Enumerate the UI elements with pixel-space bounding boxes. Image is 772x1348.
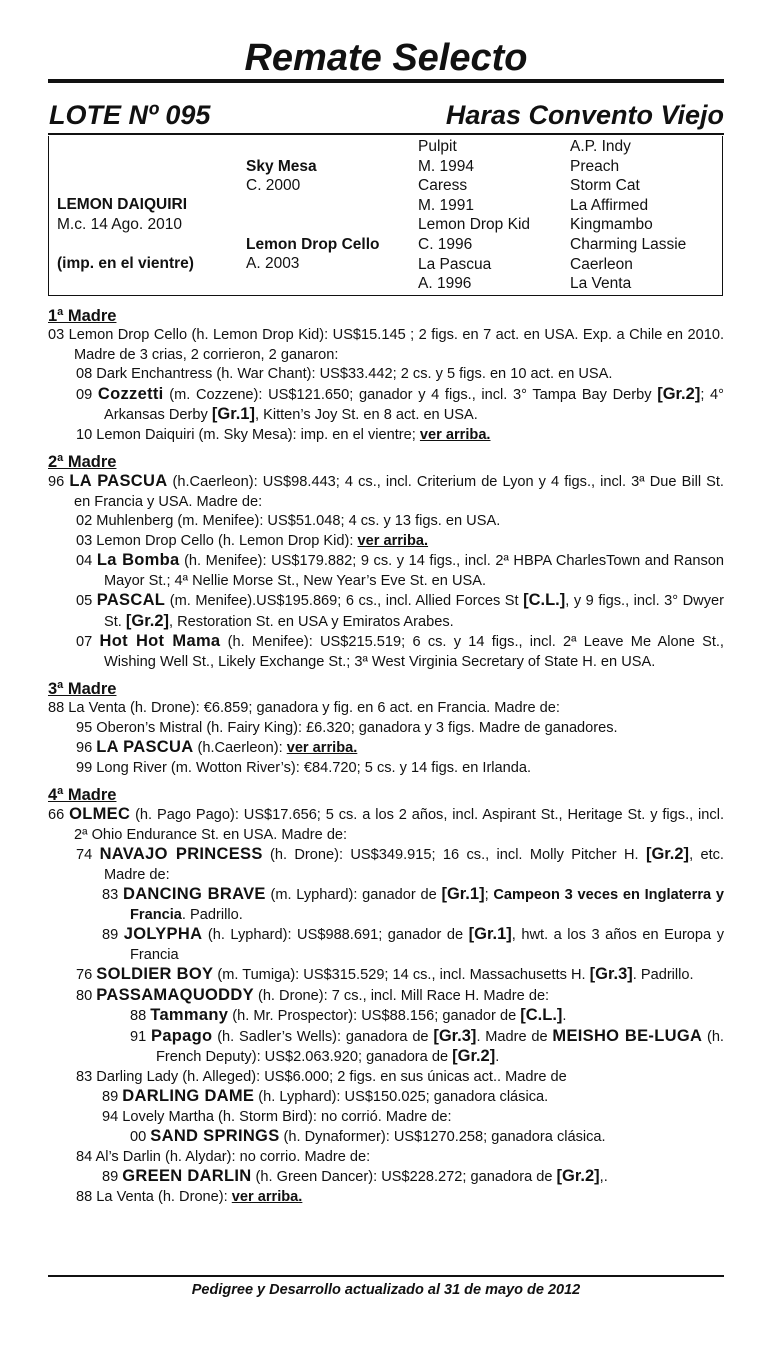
produce-entry: 94 Lovely Martha (h. Storm Bird): no corrió. Madre de:: [102, 1108, 452, 1125]
page-title: Remate Selecto: [244, 37, 528, 79]
pedigree-table: [48, 136, 723, 296]
dam-desc: A. 2003: [246, 255, 300, 273]
produce-entry: 83 DANCING BRAVE (m. Lyphard): ganador de [Gr.1]; Campeon 3 veces en Inglaterra y Francia. Padrillo.: [102, 885, 725, 923]
family-content: [48, 306, 724, 1207]
section-heading: 2ª Madre: [48, 453, 117, 471]
produce-entry: 89 JOLYPHA (h. Lyphard): US$988.691; ganador de [Gr.1], hwt. a los 3 años en Europa y Francia: [102, 925, 724, 963]
produce-entry: 05 PASCAL (m. Menifee).US$195.869; 6 cs., incl. Allied Forces St [C.L.], y 9 figs., incl. 3° Dwyer St. [Gr.2], Restoration St. en USA y Emiratos Arabes.: [76, 591, 724, 630]
produce-entry: 88 La Venta (h. Drone): ver arriba.: [76, 1188, 303, 1205]
great-grandparent: Preach: [570, 157, 620, 175]
great-grandparent: Storm Cat: [570, 177, 640, 195]
lot-number: LOTE Nº 095: [49, 100, 211, 130]
great-grandparent: Charming Lassie: [570, 236, 687, 253]
great-grandparent: Kingmambo: [570, 216, 653, 234]
section-heading: 1ª Madre: [48, 307, 117, 325]
produce-entry: 04 La Bomba (h. Menifee): US$179.882; 9 cs. y 14 figs., incl. 2ª HBPA CharlesTown and Ranson Mayor St.; 4ª Nellie Morse St., New Year’s Eve St. en USA.: [76, 551, 724, 589]
produce-entry: 89 GREEN DARLIN (h. Green Dancer): US$228.272; ganadora de [Gr.2],.: [102, 1167, 608, 1185]
footer-rule: [48, 1275, 724, 1277]
great-grandparent: A.P. Indy: [570, 138, 631, 155]
produce-entry: 74 NAVAJO PRINCESS (h. Drone): US$349.915; 16 cs., incl. Molly Pitcher H. [Gr.2], etc. Madre de:: [76, 845, 724, 883]
great-grandparent: La Affirmed: [570, 196, 649, 214]
produce-entry: 80 PASSAMAQUODDY (h. Drone): 7 cs., incl. Mill Race H. Madre de:: [76, 985, 550, 1004]
section-heading: 3ª Madre: [48, 680, 117, 698]
produce-entry: 03 Lemon Drop Cello (h. Lemon Drop Kid): ver arriba.: [76, 532, 429, 549]
produce-entry: 08 Dark Enchantress (h. War Chant): US$33.442; 2 cs. y 5 figs. en 10 act. en USA.: [76, 366, 613, 382]
grandparent-line: La Pascua: [418, 255, 492, 273]
produce-entry: 96 LA PASCUA (h.Caerleon): ver arriba.: [76, 738, 358, 756]
produce-entry: 95 Oberon’s Mistral (h. Fairy King): £6.320; ganadora y 3 figs. Madre de ganadores.: [76, 719, 618, 736]
grandparent-line: A. 1996: [418, 275, 472, 293]
section-third-dam: [48, 679, 724, 778]
section-second-dam: [48, 452, 724, 672]
produce-entry: 10 Lemon Daiquiri (m. Sky Mesa): imp. en el vientre; ver arriba.: [76, 426, 491, 443]
produce-entry: 76 SOLDIER BOY (m. Tumiga): US$315.529; 14 cs., incl. Massachusetts H. [Gr.3]. Padrillo.: [76, 965, 694, 983]
ver-arriba-link[interactable]: ver arriba.: [231, 1188, 303, 1205]
ver-arriba-link[interactable]: ver arriba.: [357, 532, 429, 549]
section-heading: 4ª Madre: [48, 786, 117, 804]
grandparent-line: Caress: [418, 177, 468, 195]
sire-desc: C. 2000: [246, 177, 301, 195]
breeder-name: Haras Convento Viejo: [445, 100, 724, 130]
produce-entry: 99 Long River (m. Wotton River’s): €84.720; 5 cs. y 14 figs. en Irlanda.: [76, 759, 532, 776]
ver-arriba-link[interactable]: ver arriba.: [286, 740, 358, 756]
produce-entry: 09 Cozzetti (m. Cozzene): US$121.650; ganador y 4 figs., incl. 3° Tampa Bay Derby [Gr.2]; 4° Arkansas Derby [Gr.1], Kitten’s Joy St. en 8 act. en USA.: [76, 384, 724, 423]
grandparent-line: M. 1994: [418, 157, 475, 175]
subject-name: LEMON DAIQUIRI: [57, 196, 188, 213]
subject-desc: M.c. 14 Ago. 2010: [57, 215, 182, 233]
section-fourth-dam: [48, 785, 724, 1207]
produce-entry: 07 Hot Hot Mama (h. Menifee): US$215.519; 6 cs. y 14 figs., incl. 2ª Leave Me Alone St., Wishing Well St., Likely Exchange St.; 3ª West Virginia Secretary of State H. en USA.: [76, 632, 724, 670]
grandparent-line: Lemon Drop Kid: [418, 216, 531, 234]
lot-rule: [48, 133, 724, 135]
produce-entry: 83 Darling Lady (h. Alleged): US$6.000; 2 figs. en sus únicas act.. Madre de: [76, 1068, 567, 1085]
grandparent-line: C. 1996: [418, 236, 473, 253]
produce-entry: 88 Tammany (h. Mr. Prospector): US$88.156; ganador de [C.L.].: [130, 1006, 567, 1024]
great-grandparent: La Venta: [570, 275, 632, 293]
produce-entry: 00 SAND SPRINGS (h. Dynaformer): US$1270.258; ganadora clásica.: [130, 1127, 606, 1145]
ver-arriba-link[interactable]: ver arriba.: [419, 426, 491, 443]
grandparent-line: M. 1991: [418, 196, 475, 214]
produce-entry: 84 Al’s Darlin (h. Alydar): no corrio. Madre de:: [76, 1148, 371, 1165]
sire-name: Sky Mesa: [246, 157, 317, 175]
footer-note: Pedigree y Desarrollo actualizado al 31 de mayo de 2012: [191, 1282, 581, 1298]
grandparent-line: Pulpit: [418, 138, 457, 155]
great-grandparent: Caerleon: [570, 255, 633, 273]
subject-note: (imp. en el vientre): [57, 255, 194, 272]
section-first-dam: [48, 306, 724, 445]
title-rule: [48, 79, 724, 83]
produce-entry: 89 DARLING DAME (h. Lyphard): US$150.025; ganadora clásica.: [102, 1087, 549, 1105]
produce-entry: 02 Muhlenberg (m. Menifee): US$51.048; 4 cs. y 13 figs. en USA.: [76, 513, 501, 529]
produce-entry: 91 Papago (h. Sadler’s Wells): ganadora de [Gr.3]. Madre de MEISHO BE-LUGA (h. French Deputy): US$2.063.920; ganadora de [Gr.2].: [130, 1026, 724, 1065]
produce-entry: 66 OLMEC (h. Pago Pago): US$17.656; 5 cs. a los 2 años, incl. Aspirant St., Heritage St. y figs., incl. 2ª Ohio Endurance St. en USA. Madre de:: [48, 805, 724, 843]
produce-entry: 03 Lemon Drop Cello (h. Lemon Drop Kid): US$15.145 ; 2 figs. en 7 act. en USA. Exp. a Chile en 2010. Madre de 3 crias, 2 corrieron, 2 ganaron:: [48, 327, 724, 363]
produce-entry: 88 La Venta (h. Drone): €6.859; ganadora y fig. en 6 act. en Francia. Madre de:: [48, 700, 560, 716]
dam-name: Lemon Drop Cello: [246, 235, 380, 253]
produce-entry: 96 LA PASCUA (h.Caerleon): US$98.443; 4 cs., incl. Criterium de Lyon y 4 figs., incl. 3ª Due Bill St. en Francia y USA. Madre de:: [48, 472, 724, 510]
